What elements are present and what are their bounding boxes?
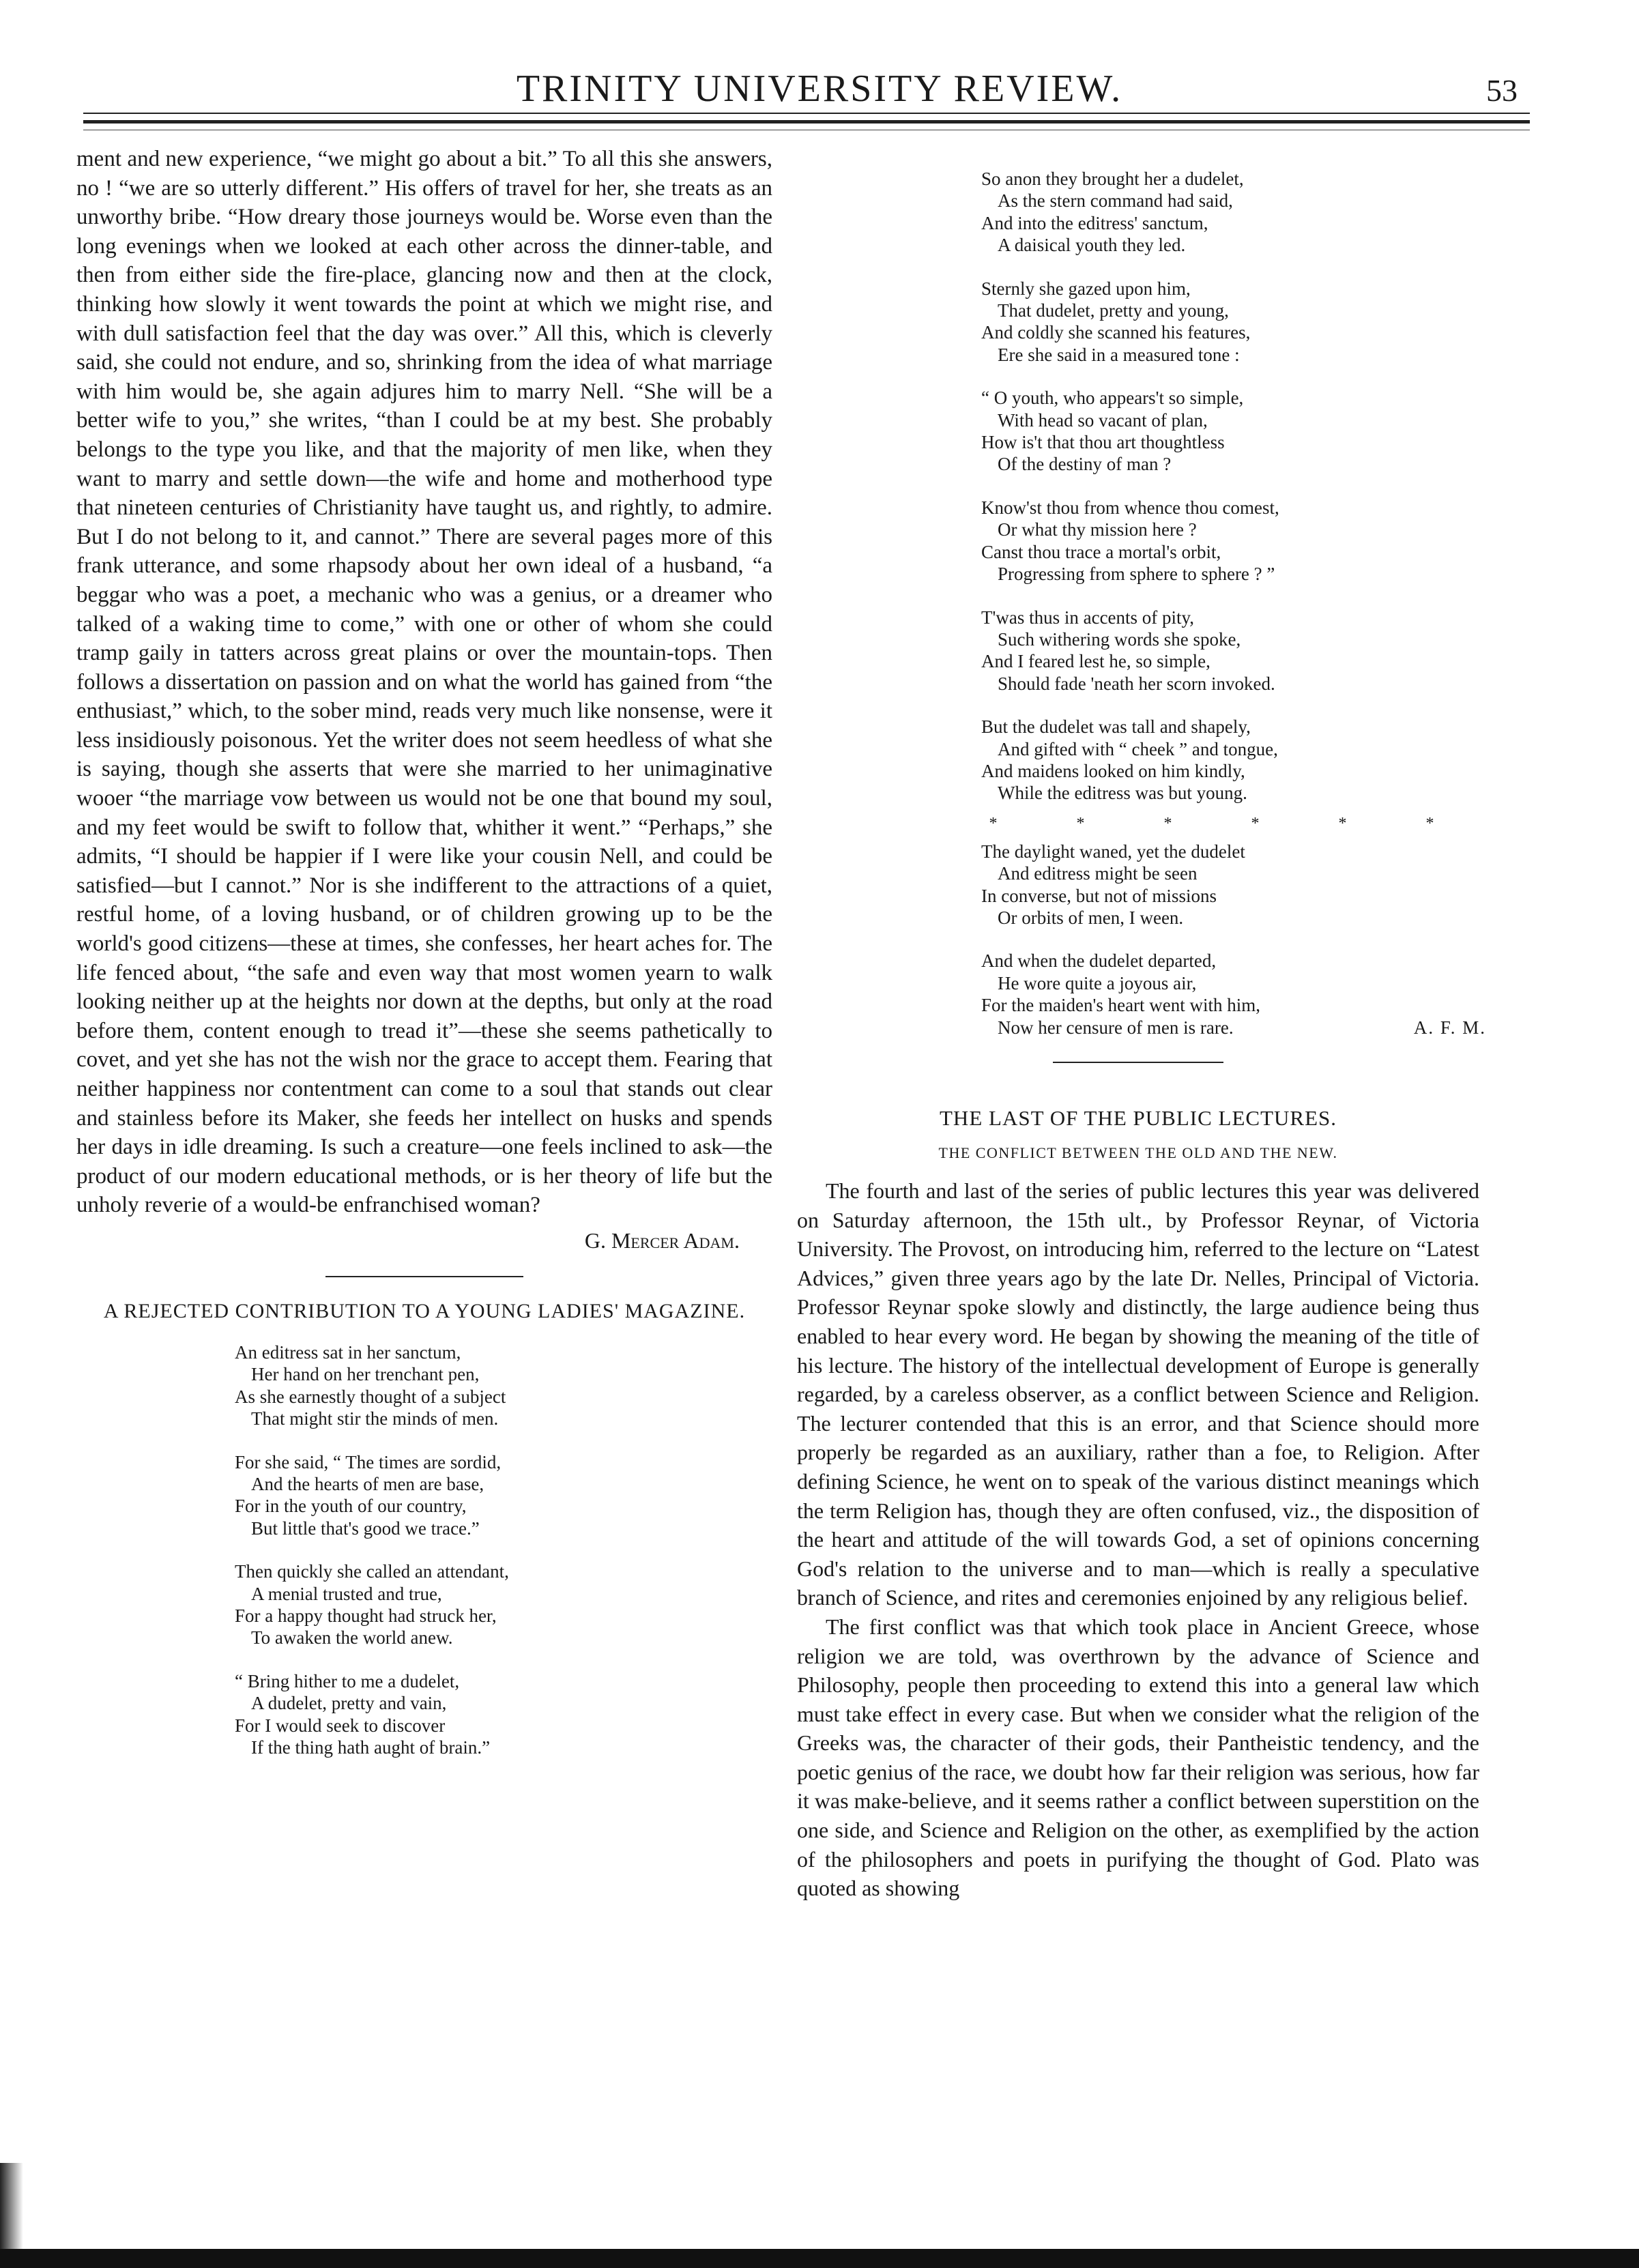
poem-line: The daylight waned, yet the dudelet: [981, 841, 1245, 862]
poem-line: Canst thou trace a mortal's orbit,: [981, 541, 1221, 562]
poem-line: But the dudelet was tall and shapely,: [981, 716, 1251, 738]
poem-line: For a happy thought had struck her,: [235, 1605, 497, 1627]
poem-line: And gifted with “ cheek ” and tongue,: [998, 738, 1278, 759]
poem-stanza: [981, 497, 1479, 585]
lecture-paragraph: The first conflict was that which took place in Ancient Greece, whose religion we are told, was overthrown by the advance of Science and Philosophy, people then proceeding to extend this into a general law which must take effect in every case. But when we consider what the religion of the Greeks was, the character of their gods, their Pantheistic tendency, and the poetic genius of the race, we doubt how far their religion was serious, how far it was make-believe, and it seems rather a conflict between superstition on the one side, and Science and Religion on the other, as exemplified by the action of the philosophers and poets in purifying the thought of God. Plato was quoted as showing: [797, 1614, 1479, 1901]
lecture-title: THE LAST OF THE PUBLIC LECTURES.: [940, 1106, 1337, 1130]
poem-line: With head so vacant of plan,: [998, 409, 1208, 431]
poem-line: In converse, but not of missions: [981, 885, 1217, 906]
poem-stanza: [981, 716, 1479, 804]
poem-line: And coldly she scanned his features,: [981, 322, 1251, 343]
poem-line: That might stir the minds of men.: [251, 1408, 499, 1429]
review-article-continuation: [76, 145, 772, 1220]
right-column: [797, 145, 1486, 1903]
poem-left: [235, 1341, 772, 1759]
poem-stanza: [235, 1341, 772, 1430]
poem-stanza: [981, 387, 1479, 476]
poem-line: That dudelet, pretty and young,: [998, 300, 1229, 321]
poem-line: And maidens looked on him kindly,: [981, 760, 1245, 781]
poem-line: As she earnestly thought of a subject: [235, 1386, 506, 1407]
section-break-asterisks: * * * * * *: [989, 814, 1472, 832]
left-column: [76, 145, 772, 1779]
poem-line: And I feared lest he, so simple,: [981, 651, 1210, 672]
poem-stanza: [235, 1451, 772, 1540]
poem-line: And the hearts of men are base,: [251, 1474, 484, 1494]
poem-stanza: [981, 841, 1479, 929]
poem-line: So anon they brought her a dudelet,: [981, 169, 1244, 189]
poem-line: Such withering words she spoke,: [998, 628, 1241, 650]
poem-line: And editress might be seen: [998, 863, 1198, 884]
poem-stanza: [981, 168, 1479, 257]
poem-line: A daisical youth they led.: [998, 235, 1186, 256]
section-divider: [1053, 1062, 1223, 1063]
poem-stanza: [235, 1670, 772, 1759]
poem-line: For she said, “ The times are sordid,: [235, 1451, 502, 1472]
poem-line: And into the editress' sanctum,: [981, 212, 1208, 233]
section-divider: [325, 1276, 523, 1277]
poem-line: “ O youth, who appears't so simple,: [981, 388, 1244, 409]
poem-line: Or orbits of men, I ween.: [998, 907, 1184, 928]
poem-signature: A. F. M.: [1413, 1017, 1486, 1038]
poem-right: [981, 168, 1486, 1038]
article-signature: G. Mercer Adam.: [584, 1227, 740, 1253]
poem-line: If the thing hath aught of brain.”: [251, 1737, 491, 1758]
poem-line: A menial trusted and true,: [251, 1583, 442, 1604]
lecture-paragraph: The fourth and last of the series of public lectures this year was delivered on Saturday afternoon, the 15th ult., by Professor Reynar, of Victoria University. The Provost, on introducing him, referred to the lecture on “Latest Advices,” given three years ago by the late Dr. Nelles, Principal of Victoria. Professor Reynar spoke slowly and distinctly, the large audience being thus enabled to hear every word. He began by showing the meaning of the title of his lecture. The history of the intellectual development of Europe is generally regarded, by a careless observer, as a conflict between Science and Religion. The lecturer contended that this is an error, and that Science should more properly be regarded as an auxiliary, rather than a foe, to Religion. After defining Science, he went on to speak of the various distinct meanings which the term Religion has, though they are often confused, viz., the disposition of the heart and attitude of the will towards God, a set of opinions concerning God's relation to the universe and to man—which is really a speculative branch of Science, and rites and ceremonies enjoined by any religious belief.: [797, 1178, 1479, 1610]
poem-line: Of the destiny of man ?: [998, 454, 1172, 475]
poem-line: But little that's good we trace.”: [251, 1517, 480, 1539]
poem-line: How is't that thou art thoughtless: [981, 432, 1225, 453]
page-header: [0, 65, 1639, 126]
poem-stanza: [981, 278, 1479, 366]
poem-stanza: [235, 1560, 772, 1649]
poem-line: And when the dudelet departed,: [981, 950, 1217, 972]
article-paragraph: ment and new experience, “we might go about a bit.” To all this she answers, no ! “we are so utterly different.” His offers of travel for her, she treats as an unworthy bribe. “How dreary those journeys would be. Worse even than the long evenings when we looked at each other across the dinner-table, and then from either side the fire-place, glancing now and then at the clock, thinking how slowly it went towards the point at which we might rise, and with dull satisfaction feel that the day was over.” All this, which is cleverly said, she could not endure, and so, shrinking from the idea of what marriage with him would be, she again adjures him to marry Nell. “She will be a better wife to you,” she writes, “than I could be at my best. She probably belongs to the type you like, and that the majority of men like, when they want to marry and settle down—the wife and home and motherhood type that nineteen centuries of Christianity have taught us, and rightly, to admire. But I do not belong to it, and cannot.” There are several pages more of this frank utterance, and some rhapsody about her own ideal of a husband, “a beggar who was a poet, a mechanic who was a genius, or a dreamer who talked of a waking time to come,” with one or other of whom she could tramp gaily in tatters across great plains or over the mountain-tops. Then follows a dissertation on passion and on what the world has gained from “the enthusiast,” which, to the sober mind, reads very much like nonsense, were it less insidiously poisonous. Yet the writer does not seem heedless of what she is saying, though she asserts that were she married to her unimaginative wooer “the marriage vow between us would not be one that bound my soul, and my feet would be swift to follow that, whither it went.” “Perhaps,” she admits, “I should be happier if I were like your cousin Nell, and could be satisfied—but I cannot.” Nor is she indifferent to the attractions of a quiet, restful home, of a loving husband, or of children growing up to be the world's good citizens—these at times, she confesses, her heart aches for. The life fenced about, “the safe and even way that most women yearn to walk looking neither up at the heights nor down at the depths, but only at the road before them, content enough to tread it”—these she seems pathetically to covet, and yet she has not the wish nor the grace to accept them. Fearing that neither happiness nor contentment can come to a soul that stands out clear and stainless before its Maker, she feeds her intellect on husks and spends her days in idle dreaming. Is such a creature—one feels inclined to ask—the product of our modern educational methods, or is her theory of life but the unholy reverie of a would-be enfranchised woman?: [76, 147, 772, 1218]
poem-title: A REJECTED CONTRIBUTION TO A YOUNG LADIES' MAGAZINE.: [103, 1299, 746, 1322]
poem-line: Her hand on her trenchant pen,: [251, 1364, 480, 1385]
running-title: TRINITY UNIVERSITY REVIEW.: [516, 68, 1123, 110]
poem-line: To awaken the world anew.: [251, 1627, 453, 1648]
header-rule-thin: [83, 113, 1530, 114]
poem-line: For the maiden's heart went with him,: [981, 995, 1261, 1016]
poem-line: Should fade 'neath her scorn invoked.: [998, 673, 1275, 694]
poem-line: Then quickly she called an attendant,: [235, 1561, 509, 1582]
poem-line: As the stern command had said,: [998, 190, 1233, 212]
poem-line: While the editress was but young.: [998, 783, 1247, 804]
poem-line: Now her censure of men is rare.: [998, 1017, 1234, 1038]
poem-line: An editress sat in her sanctum,: [235, 1341, 461, 1363]
scan-bottom-edge: [0, 2249, 1639, 2268]
poem-line: He wore quite a joyous air,: [998, 972, 1197, 993]
poem-line: Sternly she gazed upon him,: [981, 278, 1191, 299]
poem-line: “ Bring hither to me a dudelet,: [235, 1670, 460, 1691]
page-number: 53: [1486, 73, 1518, 108]
lecture-subtitle: THE CONFLICT BETWEEN THE OLD AND THE NEW.: [938, 1144, 1338, 1161]
poem-stanza: [981, 607, 1479, 695]
poem-line: Ere she said in a measured tone :: [998, 344, 1240, 365]
poem-line: Progressing from sphere to sphere ? ”: [998, 564, 1275, 585]
header-rule-thick: [83, 120, 1530, 123]
poem-line: T'was thus in accents of pity,: [981, 607, 1195, 628]
poem-line: For in the youth of our country,: [235, 1496, 467, 1517]
poem-line: Or what thy mission here ?: [998, 519, 1197, 540]
poem-line: For I would seek to discover: [235, 1715, 446, 1736]
poem-stanza: [981, 950, 1486, 1038]
poem-line: Know'st thou from whence thou comest,: [981, 497, 1279, 518]
poem-line: A dudelet, pretty and vain,: [251, 1693, 447, 1714]
lecture-report: [797, 1176, 1479, 1903]
